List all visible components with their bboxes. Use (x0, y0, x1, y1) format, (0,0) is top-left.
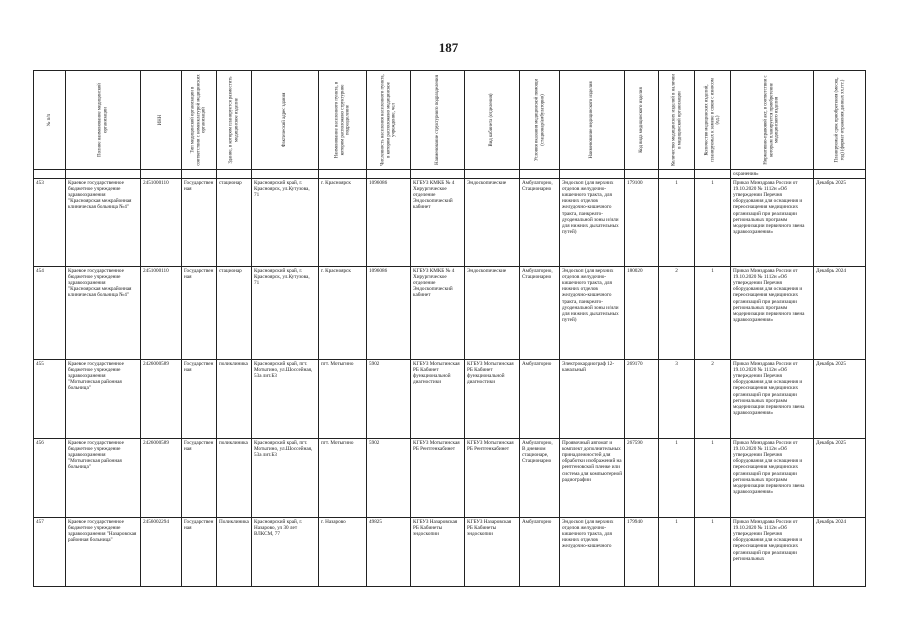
qty-have: 3 (659, 360, 695, 439)
locality: пгт. Мотыгино (319, 360, 367, 439)
conditions: Амбулаторно, Стационарно (520, 267, 560, 360)
term: Декабрь 2025 (814, 360, 866, 439)
header-cell: Условия оказания медицинской помощи (стационар/амбулаторно) (520, 71, 560, 170)
device: Проявочный автомат и комплект дополнительных принадлежностей для обработки изображений на рентгеновской пленке или система для компьютерной радиографии (560, 439, 625, 518)
org-name: Краевое государственное бюджетное учреждение здравоохранения "Назаровская районная больница" (66, 518, 141, 587)
legal-act: Приказ Минздрава России от 19.10.2020 № 1112н «Об утверждении Перечня оборудования для оснащения и переоснащения медицинских организаций при реализации региональных программ модернизации первичного звена здравоохранения» (731, 439, 814, 518)
device-code: 269170 (625, 360, 659, 439)
building: поликлиника (217, 439, 252, 518)
device-code: 180020 (625, 267, 659, 360)
building: стационар (217, 179, 252, 267)
header-cell: Полное наименование медицинской организации (66, 71, 141, 170)
population: 1096086 (367, 267, 411, 360)
conditions: Амбулаторно (520, 518, 560, 587)
org-type: Государственная (182, 179, 217, 267)
table-row (34, 179, 866, 267)
org-name: Краевое государственное бюджетное учреждение здравоохранения "Красноярская межрайонная клиническая больница №4" (66, 179, 141, 267)
header-cell: Численность населения населенного пункта, в котором расположено медицинское учреждение, чел (367, 71, 411, 170)
device: Электрокардиограф 12-канальный (560, 360, 625, 439)
inn: 2426000589 (141, 439, 182, 518)
table-header-row (34, 71, 866, 170)
org-name: Краевое государственное бюджетное учреждение здравоохранения "Мотыгинская районная больница" (66, 360, 141, 439)
conditions: Амбулаторно, В дневном стационаре, Стационарно (520, 439, 560, 518)
inn: 2451000110 (141, 267, 182, 360)
equipment-table (33, 70, 866, 587)
population: 5902 (367, 439, 411, 518)
qty-have: 2 (659, 267, 695, 360)
row-number: 453 (34, 179, 66, 267)
unit: КГБУЗ Мотыгинская РБ Рентгенкабинет (411, 439, 465, 518)
qty-have: 1 (659, 439, 695, 518)
conditions: Амбулаторно (520, 360, 560, 439)
legal-act: Приказ Минздрава России от 19.10.2020 № 1112н «Об утверждении Перечня оборудования для оснащения и переоснащения медицинских организаций при реализации региональных программ модернизации первичного звена здравоохранения» (731, 267, 814, 360)
inn: 2451000110 (141, 179, 182, 267)
qty-replace: 2 (695, 360, 731, 439)
address: Красноярский край, пгт. Мотыгино, ул.Шоссейная, 53а лит.Б3 (252, 360, 319, 439)
page-number: 187 (438, 40, 459, 55)
device: Эндоскоп (для верхних отделов желудочно-кишечного тракта, для нижних отделов желудочно-кишечного тракта, панкреато-дуоденальной зоны и/или для нижних дыхательных путей) (560, 179, 625, 267)
table-row (34, 267, 866, 360)
header-cell: Код вида медицинского изделия (625, 71, 659, 170)
cabinet: КГБУЗ Мотыгинская РБ Рентгенкабинет (465, 439, 520, 518)
conditions: Амбулаторно, Стационарно (520, 179, 560, 267)
term: Декабрь 2024 (814, 518, 866, 587)
term: Декабрь 2024 (814, 267, 866, 360)
legal-act: Приказ Минздрава России от 19.10.2020 № 1112н «Об утверждении Перечня оборудования для оснащения и переоснащения медицинских организаций при реализации региональных (731, 518, 814, 587)
device: Эндоскоп (для верхних отделов желудочно-кишечного тракта, для нижних отделов желудочно-кишечного тракта, панкреато-дуоденальной зоны и/или для нижних дыхательных путей) (560, 267, 625, 360)
qty-have: 1 (659, 518, 695, 587)
table-row (34, 518, 866, 587)
org-type: Государственная (182, 518, 217, 587)
unit: КГБУЗ Назаровская РБ Кабинеты эндоскопии (411, 518, 465, 587)
locality: пгт. Мотыгино (319, 439, 367, 518)
row-number: 457 (34, 518, 66, 587)
legal-act: Приказ Минздрава России от 19.10.2020 № 1112н «Об утверждении Перечня оборудования для оснащения и переоснащения медицинских организаций при реализации региональных программ модернизации первичного звена здравоохранения» (731, 179, 814, 267)
device-code: 179940 (625, 518, 659, 587)
qty-have: 1 (659, 179, 695, 267)
row-number: 454 (34, 267, 66, 360)
cabinet: Эндоскопические (465, 179, 520, 267)
population: 49825 (367, 518, 411, 587)
qty-replace: 1 (695, 267, 731, 360)
population: 1096086 (367, 179, 411, 267)
locality: г. Красноярск (319, 179, 367, 267)
cabinet: Эндоскопические (465, 267, 520, 360)
unit: КГБУЗ КМКБ № 4 Хирургическое отделение Эндоскопический кабинет (411, 179, 465, 267)
address: Красноярский край, г. Красноярск, ул.Кутузова, 71 (252, 179, 319, 267)
header-cell: Количество медицинских изделий в наличии в медицинской организации (659, 71, 695, 170)
org-name: Краевое государственное бюджетное учреждение здравоохранения "Мотыгинская районная больница" (66, 439, 141, 518)
header-cell: Вид кабинета (отделения) (465, 71, 520, 170)
device-code: 179100 (625, 179, 659, 267)
row-number: 456 (34, 439, 66, 518)
locality: г. Назарово (319, 518, 367, 587)
header-cell: Нормативно-правовой акт, в соответствии с которым планируется приобретение медицинского изделия (731, 71, 814, 170)
org-type: Государственная (182, 360, 217, 439)
inn: 2426000589 (141, 360, 182, 439)
header-cell: ИНН (141, 71, 182, 170)
unit: КГБУЗ Мотыгинская РБ Кабинет функциональной диагностики (411, 360, 465, 439)
building: Поликлиника (217, 518, 252, 587)
unit: КГБУЗ КМКБ № 4 Хирургическое отделение Эндоскопический кабинет (411, 267, 465, 360)
address: Красноярский край, пгт. Мотыгино, ул.Шоссейная, 53а лит.Б3 (252, 439, 319, 518)
population: 5902 (367, 360, 411, 439)
term: Декабрь 2025 (814, 179, 866, 267)
header-cell: Тип медицинской организации в соответствии с номенклатурой медицинских организаций (182, 71, 217, 170)
device-code: 267590 (625, 439, 659, 518)
term: Декабрь 2025 (814, 439, 866, 518)
header-cell: Наименование медицинского изделия (560, 71, 625, 170)
qty-replace: 1 (695, 518, 731, 587)
qty-replace: 1 (695, 439, 731, 518)
header-cell: Фактический адрес здания (252, 71, 319, 170)
continuation-text: охранения» (731, 170, 814, 179)
cabinet: КГБУЗ Назаровская РБ Кабинеты эндоскопии (465, 518, 520, 587)
continuation-row (34, 170, 866, 179)
inn: 2456002294 (141, 518, 182, 587)
device: Эндоскоп (для верхних отделов желудочно-кишечного тракта, для нижних отделов желудочно-кишечного (560, 518, 625, 587)
address: Красноярский край, г. Красноярск, ул.Кутузова, 71 (252, 267, 319, 360)
header-cell: Наименование населенного пункта, в котором расположено структурное подразделение (319, 71, 367, 170)
building: стационар (217, 267, 252, 360)
building: поликлиника (217, 360, 252, 439)
header-cell: Здание, в котором планируется разместить медицинское изделие (217, 71, 252, 170)
header-cell: Количество медицинских изделий, планируемых к замене в связи с износом (ед.) (695, 71, 731, 170)
address: Красноярский край, г. Назарово, ул 30 лет ВЛКСМ, 77 (252, 518, 319, 587)
org-type: Государственная (182, 267, 217, 360)
table-row (34, 360, 866, 439)
header-cell: Планируемый срок приобретения (месяц, год) (формат отражения данных хх.ггг.) (814, 71, 866, 170)
cabinet: КГБУЗ Мотыгинская РБ Кабинет функциональной диагностики (465, 360, 520, 439)
qty-replace: 1 (695, 179, 731, 267)
table-row (34, 439, 866, 518)
org-type: Государственная (182, 439, 217, 518)
locality: г. Красноярск (319, 267, 367, 360)
header-cell: № п/п (34, 71, 66, 170)
org-name: Краевое государственное бюджетное учреждение здравоохранения "Красноярская межрайонная клиническая больница №4" (66, 267, 141, 360)
legal-act: Приказ Минздрава России от 19.10.2020 № 1112н «Об утверждении Перечня оборудования для оснащения и переоснащения медицинских организаций при реализации региональных программ модернизации первичного звена здравоохранения» (731, 360, 814, 439)
row-number: 455 (34, 360, 66, 439)
header-cell: Наименование структурного подразделения (411, 71, 465, 170)
